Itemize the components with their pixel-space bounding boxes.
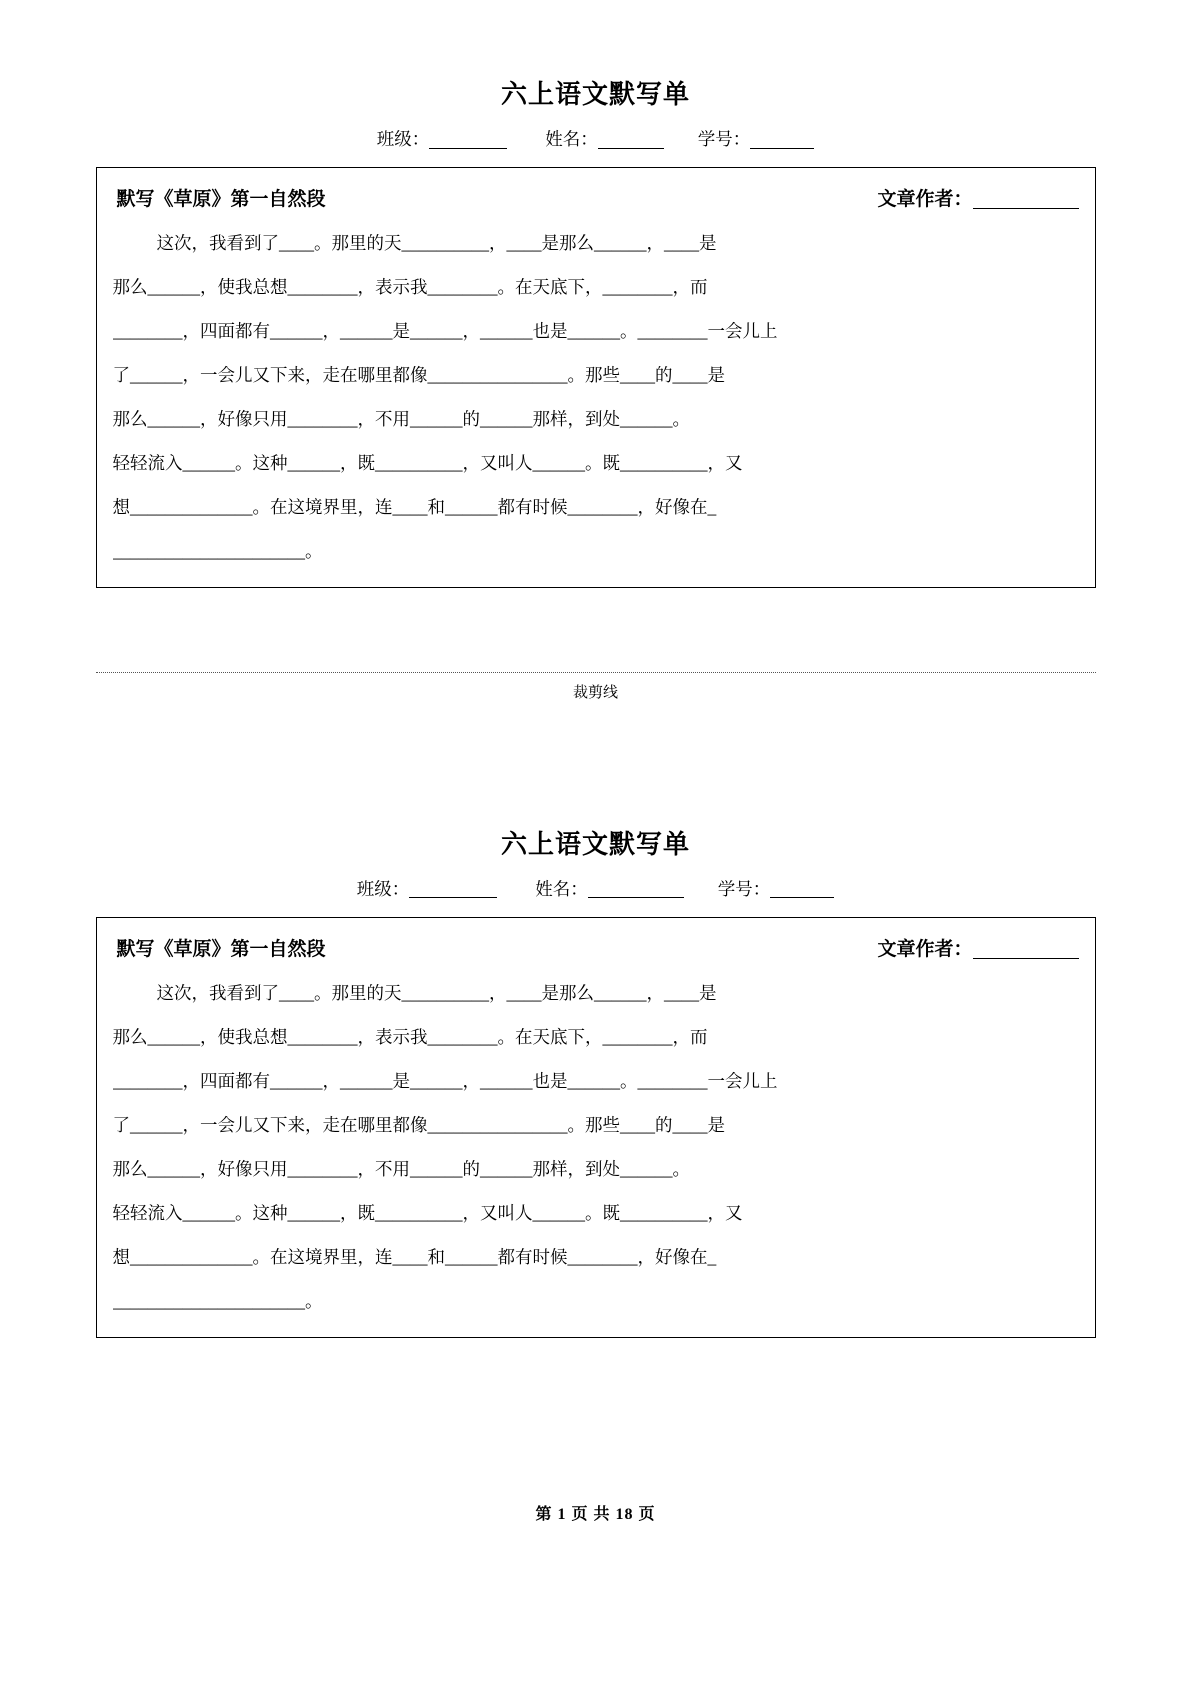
exercise-line-text: ______________________。 [112,540,323,561]
name-field-group [545,126,664,151]
worksheet-copy-top [96,0,1096,588]
exercise-line [113,1235,1081,1279]
exercise-line-text: 想______________。在这境界里，连____和______都有时候________，好像在_ [112,496,717,517]
exercise-line [113,1279,1081,1323]
exercise-line [113,1015,1081,1059]
exercise-heading: 默写《草原》第一自然段 [116,188,326,210]
exercise-box-bottom [96,917,1096,1338]
class-field-group [377,126,508,151]
exercise-body-bottom [111,971,1083,1323]
page-footer: 第 1 页 共 18 页 [535,1506,656,1523]
name-input-blank[interactable] [598,129,664,148]
student-id-field-group [718,876,835,901]
class-label: 班级： [376,128,430,149]
student-id-label: 学号： [697,128,751,149]
exercise-line [113,441,1081,485]
author-label: 文章作者： [877,188,973,210]
exercise-line-text: 那么______，使我总想________，表示我________。在天底下，________，而 [112,276,708,297]
exercise-line-text: 了______，一会儿又下来，走在哪里都像________________。那些____的____是 [112,1114,725,1135]
exercise-line [113,1191,1081,1235]
name-label: 姓名： [545,128,598,149]
name-input-blank[interactable] [588,879,684,898]
page-title: 六上语文默写单 [500,79,690,109]
exercise-line-text: ________，四面都有______，______是______，______也是______。________一会儿上 [112,320,778,341]
exercise-line-text: ______________________。 [112,1290,323,1311]
student-id-label: 学号： [717,878,771,899]
exercise-line [113,397,1081,441]
student-id-field-group [698,126,815,151]
exercise-line [113,309,1081,353]
identity-row-top [96,126,1096,151]
exercise-line-text: 了______，一会儿又下来，走在哪里都像________________。那些____的____是 [112,364,725,385]
exercise-line [113,1059,1081,1103]
class-label: 班级： [356,878,410,899]
class-input-blank[interactable] [409,879,497,898]
exercise-line [113,1147,1081,1191]
exercise-line-text: 那么______，使我总想________，表示我________。在天底下，________，而 [112,1026,708,1047]
class-input-blank[interactable] [429,129,507,148]
name-label: 姓名： [535,878,588,899]
worksheet-copy-bottom [96,828,1096,1338]
exercise-line-text: ________，四面都有______，______是______，______也是______。________一会儿上 [112,1070,778,1091]
exercise-line [113,485,1081,529]
exercise-line [113,265,1081,309]
student-id-input-blank[interactable] [770,879,834,898]
exercise-header-top [111,182,1083,211]
exercise-line [113,1103,1081,1147]
author-input-blank[interactable] [973,188,1079,209]
cut-line-label-wrap [96,686,1096,701]
exercise-line-text: 这次，我看到了____。那里的天__________，____是那么______，____是 [156,982,717,1003]
exercise-box-top [96,167,1096,588]
exercise-line [113,221,1081,265]
name-field-group [535,876,684,901]
exercise-line-text: 这次，我看到了____。那里的天__________，____是那么______，____是 [156,232,717,253]
exercise-body-top [111,221,1083,573]
exercise-line-text: 轻轻流入______。这种______，既__________，又叫人______。既__________，又 [112,1202,743,1223]
author-input-blank[interactable] [973,938,1079,959]
exercise-heading: 默写《草原》第一自然段 [116,938,326,960]
exercise-line [113,353,1081,397]
exercise-line-text: 那么______，好像只用________，不用______的______那样，到处______。 [112,408,690,429]
author-field-group [877,184,1078,211]
exercise-line-text: 想______________。在这境界里，连____和______都有时候________，好像在_ [112,1246,717,1267]
author-label: 文章作者： [877,938,973,960]
page-title-bottom: 六上语文默写单 [500,828,690,859]
identity-row-bottom [96,876,1096,901]
author-field-group [877,934,1078,961]
exercise-line-text: 轻轻流入______。这种______，既__________，又叫人______。既__________，又 [112,452,743,473]
exercise-line-text: 那么______，好像只用________，不用______的______那样，到处______。 [112,1158,690,1179]
cut-line-label: 裁剪线 [565,686,626,701]
cut-line-dashed-top [96,672,1096,673]
exercise-line [113,971,1081,1015]
class-field-group [357,876,498,901]
exercise-header-bottom [111,932,1083,961]
cut-line-region [96,664,1096,710]
student-id-input-blank[interactable] [750,129,814,148]
exercise-line [113,529,1081,573]
